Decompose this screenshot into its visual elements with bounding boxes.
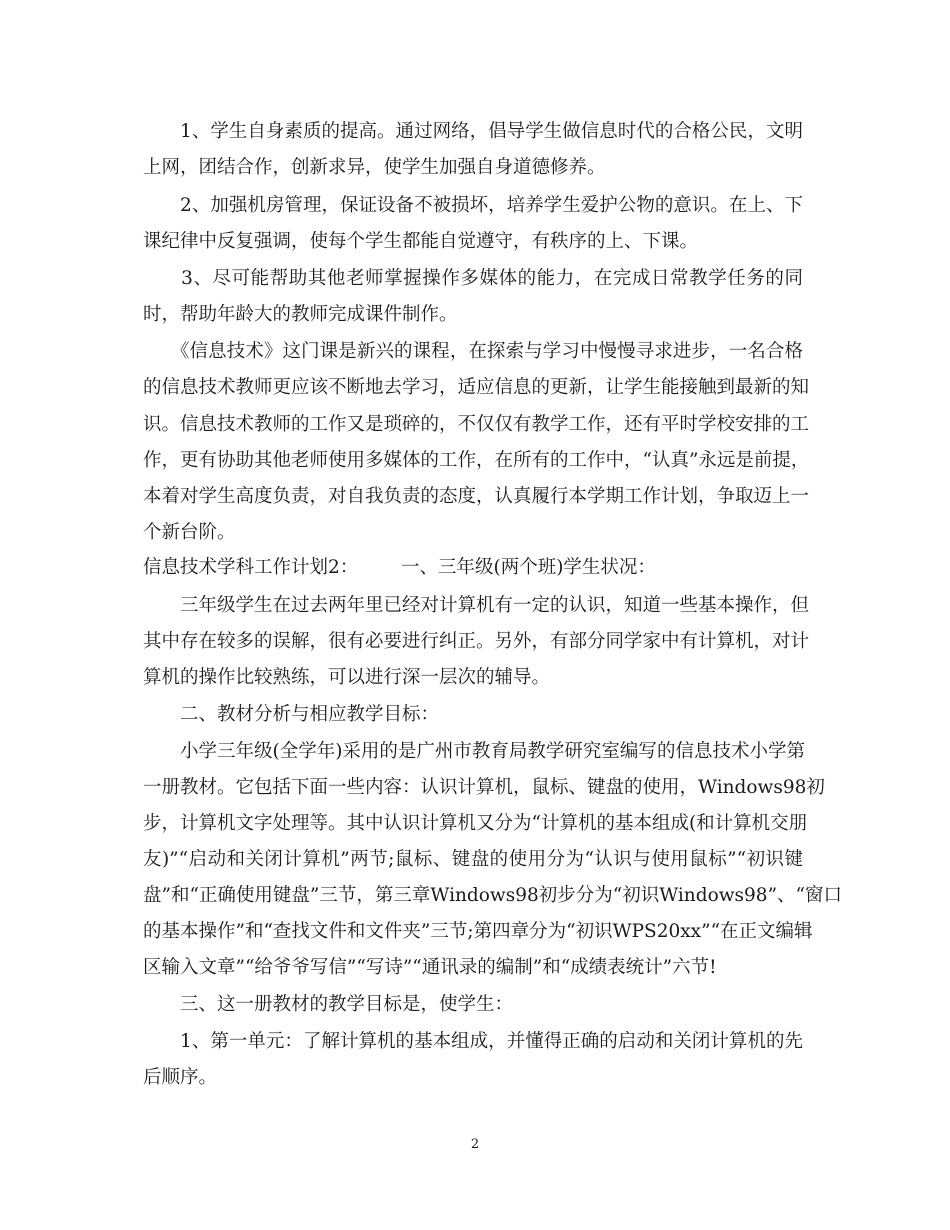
heading-subtitle: 一、三年级(两个班)学生状况：: [401, 557, 656, 578]
text-line: 识。信息技术教师的工作又是琐碎的，不仅仅有教学工作，还有平时学校安排的工: [143, 414, 810, 435]
text-line: 作，更有协助其他老师使用多媒体的工作，在所有的工作中，“认真”永远是前提，: [143, 450, 810, 471]
text-line: 1、学生自身素质的提高。通过网络，倡导学生做信息时代的合格公民，文明: [143, 121, 803, 142]
text-line: 上网，团结合作，创新求异，使学生加强自身道德修养。: [143, 157, 606, 178]
text-line: 算机的操作比较熟练，可以进行深一层次的辅导。: [143, 667, 551, 688]
text-line: 1、第一单元：了解计算机的基本组成，并懂得正确的启动和关闭计算机的先: [143, 1031, 803, 1052]
text-line: 其中存在较多的误解，很有必要进行纠正。另外，有部分同学家中有计算机，对计: [143, 631, 810, 652]
text-line: 三年级学生在过去两年里已经对计算机有一定的认识，知道一些基本操作，但: [143, 595, 810, 616]
text-line: 友)”“启动和关闭计算机”两节;鼠标、键盘的使用分为“认识与使用鼠标”“初识键: [143, 849, 803, 870]
text-line: 二、教材分析与相应教学目标：: [143, 704, 440, 725]
text-line: 《信息技术》这门课是新兴的课程，在探索与学习中慢慢寻求进步，一名合格: [143, 341, 803, 362]
page-number: 2: [470, 1137, 480, 1152]
text-line: 的信息技术教师更应该不断地去学习，适应信息的更新，让学生能接触到最新的知: [143, 377, 810, 398]
section-heading: [143, 556, 656, 580]
text-line: 盘”和“正确使用键盘”三节，第三章Windows98初步分为“初识Windows98”、“窗口: [143, 885, 842, 906]
text-line: 时，帮助年龄大的教师完成课件制作。: [143, 304, 458, 325]
heading-title: 信息技术学科工作计划2：: [143, 557, 359, 578]
text-line: 小学三年级(全学年)采用的是广州市教育局教学研究室编写的信息技术小学第: [143, 741, 805, 762]
text-line: 步，计算机文字处理等。其中认识计算机又分为“计算机的基本组成(和计算机交朋: [143, 813, 808, 834]
text-line: 本着对学生高度负责，对自我负责的态度，认真履行本学期工作计划，争取迈上一: [143, 486, 810, 507]
text-line: 3、尽可能帮助其他老师掌握操作多媒体的能力，在完成日常教学任务的同: [143, 268, 803, 289]
text-line: 区输入文章”“给爷爷写信”“写诗”“通讯录的编制”和“成绩表统计”六节!: [143, 957, 717, 978]
text-line: 一册教材。它包括下面一些内容：认识计算机，鼠标、键盘的使用，Windows98初: [143, 777, 825, 798]
text-line: 的基本操作”和“查找文件和文件夹”三节;第四章分为“初识WPS20xx”“在正文编辑: [143, 921, 813, 942]
text-line: 2、加强机房管理，保证设备不被损坏，培养学生爱护公物的意识。在上、下: [143, 195, 803, 216]
text-line: 课纪律中反复强调，使每个学生都能自觉遵守，有秩序的上、下课。: [143, 231, 699, 252]
text-line: 三、这一册教材的教学目标是，使学生：: [143, 994, 514, 1015]
text-line: 个新台阶。: [143, 522, 236, 543]
text-line: 后顺序。: [143, 1067, 218, 1088]
